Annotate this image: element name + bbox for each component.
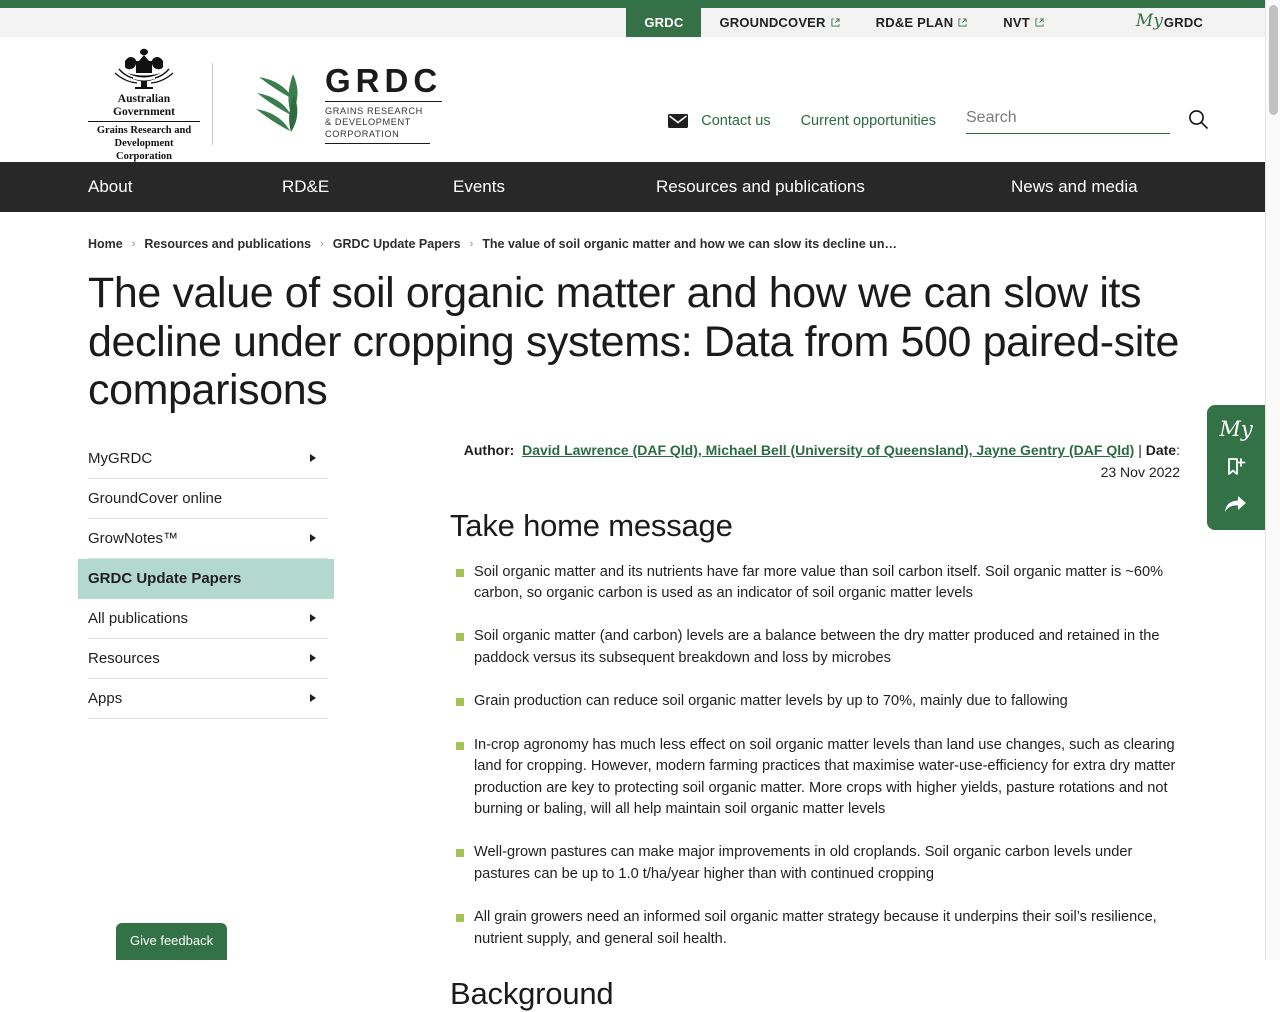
masthead-utility-links [668,107,1209,134]
breadcrumb-separator-icon: › [320,238,324,250]
nav-item-about[interactable]: About [88,177,133,196]
utility-tab-rde-plan[interactable] [858,8,986,37]
main-navigation [0,162,1265,212]
list-item: Soil organic matter and its nutrients have far more value than soil carbon itself. Soil organic matter is ~60% carbon, so organic carbon is used as an indicator of soil organic matter levels [450,562,1180,605]
sidebar-item-grdc-update-papers[interactable] [78,559,334,599]
grdc-wheat-leaves-icon [253,71,315,137]
list-item: All grain growers need an informed soil organic matter strategy because it underpins their soil’s resilience, nutrient supply, and general soil health. [450,907,1180,950]
sidebar-item-all-publications[interactable] [88,599,328,639]
utility-tab-grdc[interactable] [626,8,701,37]
nav-item-news-and-media[interactable]: News and media [1011,177,1138,196]
search-button[interactable] [1188,109,1209,133]
sidebar-item-resources[interactable] [88,639,328,679]
top-accent-strip [0,0,1265,8]
search-input[interactable] [966,107,1170,134]
date-value: : 23 Nov 2022 [1100,441,1180,481]
mygrdc-wordmark: GRDC [1163,15,1203,30]
section-heading-background: Background [450,976,614,1012]
search-field-wrap [966,107,1170,134]
contact-us-link[interactable]: Contact us [701,112,771,129]
utility-tab-groundcover[interactable] [701,8,857,37]
grdc-wordmark-block [325,61,443,145]
section-heading-take-home-message: Take home message [450,507,733,543]
mygrdc-floating-toolbar [1207,405,1265,530]
page-title: The value of soil organic matter and how we can slow its decline under cropping systems: Data from 500 paired-site comparisons [88,269,1179,415]
author-links[interactable]: David Lawrence (DAF Qld), Michael Bell (University of Queensland), Jayne Gentry (DAF Qld) [522,441,1135,458]
sidebar-item-grownotes[interactable] [88,519,328,559]
sidebar-item-apps[interactable] [88,679,328,719]
sidebar-item-label: GroundCover online [88,489,223,507]
external-link-icon [958,18,967,27]
breadcrumb [0,212,1280,251]
crest-government-label: Australian Government [88,93,200,122]
crest-subline-2: Development Corporation [114,138,174,162]
current-opportunities-link[interactable]: Current opportunities [800,112,936,129]
chevron-right-icon [310,654,316,662]
give-feedback-button[interactable]: Give feedback [116,923,227,960]
grdc-tagline-line-2: & DEVELOPMENT [325,117,411,128]
nav-item-rde[interactable]: RD&E [282,177,330,196]
chevron-right-icon [310,614,316,622]
grdc-logo-link[interactable] [253,61,443,145]
grdc-wordmark: GRDC [325,64,442,102]
author-label: Author: [463,441,515,458]
scrollbar-thumb[interactable] [1269,5,1278,115]
external-link-icon [1035,18,1044,27]
crest-subline-1: Grains Research and [96,125,192,137]
australian-government-crest[interactable] [88,45,212,163]
grdc-tagline-line-1: GRAINS RESEARCH [325,105,423,116]
breadcrumb-item-grdc-update-papers[interactable]: GRDC Update Papers [332,237,461,251]
mygrdc-script-label: My [1135,11,1163,31]
list-item: Grain production can reduce soil organic matter levels by up to 70%, mainly due to fallowing [450,691,1180,712]
search-icon [1188,109,1209,133]
breadcrumb-item-home[interactable]: Home [88,237,123,251]
utility-tab-label: RD&E PLAN [875,15,954,30]
sidebar-item-label: Resources [88,649,160,667]
breadcrumb-item-resources-and-publications[interactable]: Resources and publications [144,237,312,251]
share-arrow-icon[interactable] [1224,494,1248,514]
chevron-right-icon [310,454,316,462]
article-body [328,439,1280,1012]
bookmark-add-icon[interactable] [1225,456,1247,478]
utility-tab-label: GRDC [644,15,684,30]
breadcrumb-separator-icon: › [469,238,474,250]
breadcrumb-item-current: The value of soil organic matter and how we can slow its decline un… [482,237,897,251]
chevron-right-icon [310,694,316,702]
nav-item-resources-and-publications[interactable]: Resources and publications [656,177,865,196]
byline-separator: | [1134,441,1146,458]
utility-tab-nvt[interactable] [985,8,1062,37]
utility-tab-bar [0,8,1265,37]
utility-bar-spacer [1062,8,1132,37]
sidebar-item-label: GRDC Update Papers [88,569,242,587]
sidebar-item-groundcover-online[interactable] [88,479,328,519]
list-item: Well-grown pastures can make major improvements in old croplands. Soil organic carbon levels under pastures can be up to 1.0 t/ha/year higher than with continued cropping [450,842,1180,885]
chevron-right-icon [310,534,316,542]
utility-tab-label: NVT [1003,15,1030,30]
sidebar-item-mygrdc[interactable] [88,439,328,479]
sidebar-item-label: All publications [88,609,189,627]
utility-tab-label: GROUNDCOVER [719,15,826,30]
envelope-icon [668,114,688,128]
breadcrumb-separator-icon: › [131,238,136,250]
page-scrollbar[interactable] [1265,0,1280,960]
logo-group [88,45,442,163]
list-item: In-crop agronomy has much less effect on soil organic matter levels than land use changes, such as clearing land for cropping. However, modern farming practices that maximise water-use-efficiency for extra dry matter production are key to protecting soil organic matter. More crops with higher yields, pasture rotations and not burning or baling, will all help maintain soil organic matter levels [450,735,1180,821]
mygrdc-brand-link[interactable] [1132,8,1207,37]
grdc-tagline [325,102,430,145]
sidebar-item-label: GrowNotes™ [88,529,179,547]
masthead [0,37,1265,162]
mygrdc-script-icon[interactable]: My [1219,417,1253,441]
date-label: Date [1145,441,1177,458]
logo-divider [212,63,213,145]
nav-item-events[interactable]: Events [453,177,505,196]
article-byline [450,439,1180,484]
sidebar-item-label: Apps [88,689,123,707]
sidebar-item-label: MyGRDC [88,449,153,467]
external-link-icon [831,18,840,27]
grdc-tagline-line-3: CORPORATION [325,128,400,139]
list-item: Soil organic matter (and carbon) levels are a balance between the dry matter produced and retained in the paddock versus its subsequent breakdown and loss by microbes [450,626,1180,669]
commonwealth-coat-of-arms-icon [88,45,200,91]
take-home-message-list [450,562,1180,951]
